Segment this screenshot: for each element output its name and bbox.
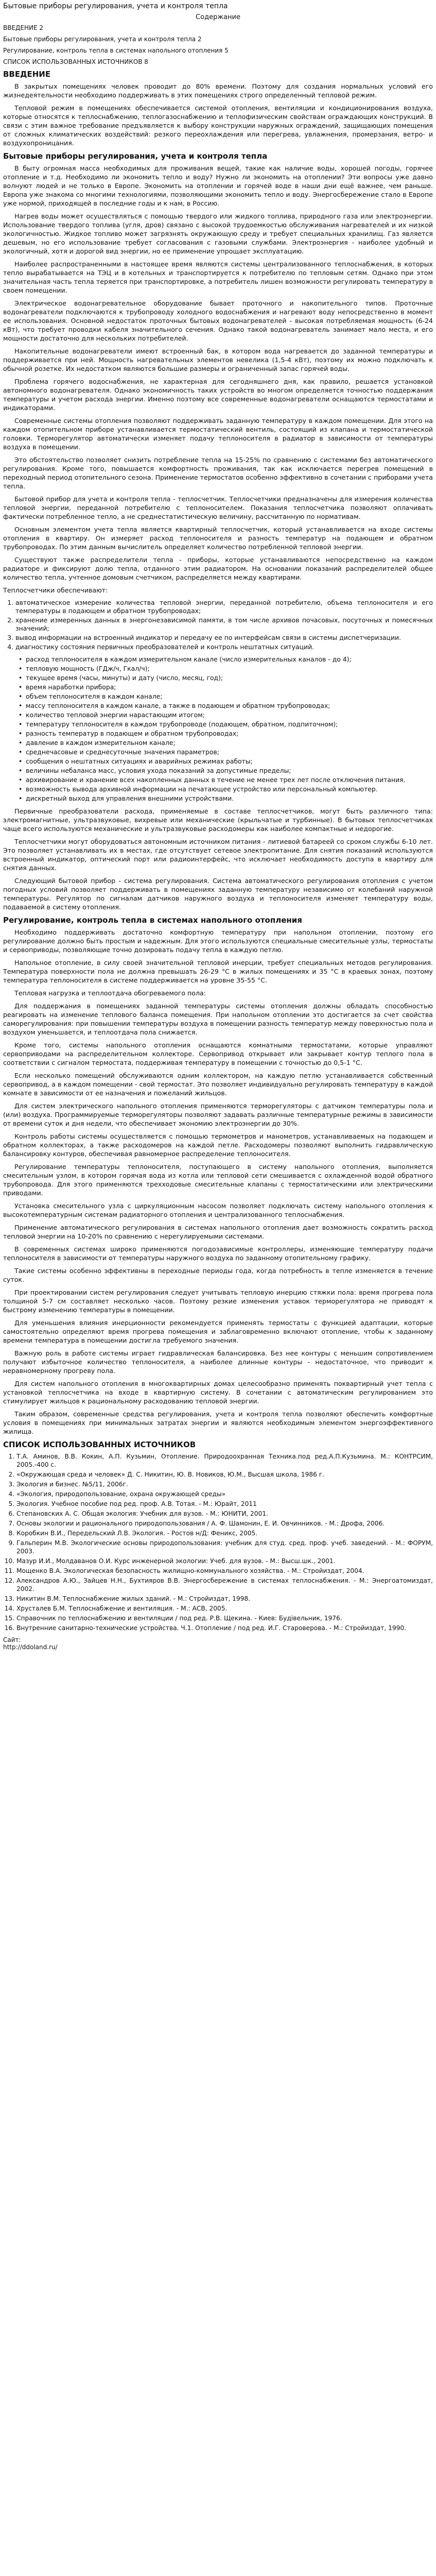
toc-item[interactable]: Бытовые приборы регулирования, учета и контроля тепла 2 <box>3 36 202 43</box>
paragraph: Если несколько помещений обслуживаются одним коллектором, на каждую петлю устанавливается собственный сервопривод, а в каждом помещении - свой термостат. Это позволяет индивидуально регулировать температуру в каждой комнате в зависимости от ее назначения и пожеланий жильцов. <box>3 1072 433 1097</box>
paragraph: Теплосчетчики могут оборудоваться автономным источником питания - литиевой батареей со сроком службы 6-10 лет. Это позволяет устанавливать их в местах, где отсутствует сетевое электропитание. Для снятия показаний используются встроенный индикатор, оптический порт или радиоинтерфейс, что исключает необходимость доступа в квартиру для снятия данных. <box>3 838 433 872</box>
list-item: • архивирование и хранение всех накопленных данных в течение не менее трех лет после отключения питания. <box>26 776 433 784</box>
site-label: Сайт: <box>3 1636 21 1643</box>
toc-item[interactable]: ВВЕДЕНИЕ 2 <box>3 24 44 31</box>
toc-item[interactable]: Регулирование, контроль тепла в системах напольного отопления 5 <box>3 47 229 54</box>
paragraph: Бытовой прибор для учета и контроля тепла - теплосчетчик. Теплосчетчики предназначены для измерения количества тепловой энергии, переданной потребителю с теплоносителем. Показания теплосчетчика позволяют оплачивать фактически потребленное тепло, а не среднестатистическую величину, рассчитанную по нормативам. <box>3 495 433 520</box>
list-item: 1. автоматическое измерение количества тепловой энергии, переданной потребителю, объема теплоносителя и его температуры в подающем и обратном трубопроводах; <box>15 599 433 615</box>
list-item: • величины небаланса масс, условия ухода показаний за допустимые пределы; <box>26 767 433 775</box>
site-link[interactable]: http://ddoland.ru/ <box>3 1643 58 1651</box>
reference-item: 16. Внутренние санитарно-технические устройства. Ч.1. Отопление / под ред. И.Г. Староверова. - М.: Стройиздат, 1990. <box>16 1624 433 1632</box>
list-item: • разность температур в подающем и обратном трубопроводах; <box>26 730 433 738</box>
reference-item: 15. Справочник по теплоснабжению и вентиляции / под ред. Р.В. Щекина. - Киев: Будівельник, 1976. <box>16 1614 433 1622</box>
references-list <box>3 1452 433 1632</box>
reference-item: 4. «Экология, природопользование, охрана окружающей среды» <box>16 1490 433 1498</box>
paragraph: Необходимо поддерживать достаточно комфортную температуру при напольном отоплении, поэтому его регулирование должно быть простым и надежным. Для этого используются специальные смесительные узлы, термостаты и сервоприводы, позволяющие точно дозировать подачу тепла в каждую петлю. <box>3 928 433 954</box>
numbered-list <box>3 599 433 651</box>
paragraph: Таким образом, современные средства регулирования, учета и контроля тепла позволяют обеспечить комфортные условия в помещениях при минимальных затратах энергии и являются необходимым элементом энергоэффективного жилища. <box>3 1410 433 1435</box>
section2-heading: Регулирование, контроль тепла в системах напольного отопления <box>3 916 302 925</box>
reference-item: 7. Основы экологии и рационального природопользования / А. Ф. Шамонин, Е. И. Овчинников. - М.: Дрофа, 2006. <box>16 1519 433 1528</box>
list-item: • расход теплоносителя в каждом измерительном канале (число измерительных каналов - до 4); <box>26 655 433 664</box>
paragraph: Следующий бытовой прибор - система регулирования. Система автоматического регулирования отопления с учетом погодных условий позволяет поддерживать в помещениях заданную температуру независимо от колебаний наружной температуры. Регулятор по сигналам датчиков наружного воздуха и теплоносителя изменяет температуру воды, подаваемой в систему отопления. <box>3 877 433 911</box>
list-item: • температуру теплоносителя в каждом трубопроводе (подающем, обратном, подпиточном); <box>26 720 433 728</box>
reference-item: 12. Александров А.Ю., Зайцев Н.Н., Бухтияров В.В. Энергосбережение в системах теплоснабжения. - М.: Энергоатомиздат, 2002. <box>16 1577 433 1593</box>
paragraph: Напольное отопление, в силу своей значительной тепловой инерции, требует специальных методов регулирования. Температура поверхности пола не должна превышать 26-29 °С в жилых помещениях и 35 °С в краевых зонах, поэтому температура теплоносителя в системе поддерживается на уровне 35-55 °С. <box>3 959 433 984</box>
list-item: • время наработки прибора; <box>26 683 433 691</box>
paragraph: Для уменьшения влияния инерционности рекомендуется применять термостаты с функцией адаптации, которые самостоятельно определяют время прогрева помещения и заблаговременно включают отопление, чтобы к заданному времени температура в помещении достигла требуемого значения. <box>3 1319 433 1344</box>
paragraph: Нагрев воды может осуществляться с помощью твердого или жидкого топлива, природного газа или электроэнергии. Использование твердого топлива (угля, дров) связано с высокой трудоемкостью обслуживания нагревателей и их низкой экологичностью. Жидкое топливо может загрязнять окружающую среду и требует специальных хранилищ. Газ является дешевым, но его использование требует согласования с газовыми службами. Электроэнергия - наиболее удобный и экологичный, хотя и дорогой вид энергии, но ее применение упрощает эксплуатацию. <box>3 212 433 255</box>
paragraph: Важную роль в работе системы играет гидравлическая балансировка. Без нее контуры с меньшим сопротивлением получают избыточное количество теплоносителя, а наиболее длинные контуры - недостаточное, что приводит к неравномерному прогреву пола. <box>3 1349 433 1375</box>
list-item: • сообщения о нештатных ситуациях и аварийных режимах работы; <box>26 757 433 766</box>
intro-heading: ВВЕДЕНИЕ <box>3 70 51 79</box>
section1-heading: Бытовые приборы регулирования, учета и контроля тепла <box>3 151 268 161</box>
paragraph: Для систем напольного отопления в многоквартирных домах целесообразно применять поквартирный учет тепла с установкой теплосчетчика на входе в квартирную систему. В сочетании с автоматическим регулированием это стимулирует жильцов к рациональному расходованию тепловой энергии. <box>3 1380 433 1405</box>
reference-item: 2. «Окружающая среда и человек» Д. С. Никитин, Ю. В. Новиков, Ю.М., Высшая школа, 1986 г. <box>16 1470 433 1479</box>
paragraph: Контроль работы системы осуществляется с помощью термометров и манометров, устанавливаемых на подающем и обратном коллекторах, а также расходомеров на каждой петле. Расходомеры позволяют выполнить гидравлическую балансировку контуров, обеспечивая равномерное распределение теплоносителя. <box>3 1132 433 1158</box>
document-title: Бытовые приборы регулирования, учета и контроля тепла <box>3 2 228 10</box>
list-item: 4. диагностику состояния первичных преобразователей и контроль нештатных ситуаций. <box>15 643 433 651</box>
paragraph: Регулирование температуры теплоносителя, поступающего в систему напольного отопления, выполняется смесительным узлом, в котором горячая вода из котла или тепловой сети смешивается с охлажденной водой обратного трубопровода. Для этого применяются трехходовые смесительные клапаны с термостатическими или электрическими приводами. <box>3 1163 433 1197</box>
paragraph: При проектировании систем регулирования следует учитывать тепловую инерцию стяжки пола: время прогрева пола толщиной 5-7 см составляет несколько часов. Поэтому резкие изменения уставок терморегулятора не приводят к быстрому изменению температуры в помещении. <box>3 1289 433 1314</box>
reference-item: 13. Никитин В.М. Теплоснабжение жилых зданий. - М.: Стройиздат, 1998. <box>16 1595 433 1603</box>
reference-item: 5. Экология. Учебное пособие под ред. проф. А.В. Тотая. - М.: Юрайт, 2011 <box>16 1500 433 1508</box>
paragraph: В закрытых помещениях человек проводит до 80% времени. Поэтому для создания нормальных условий его жизнедеятельности необходимо поддерживать в этих помещениях строго определенный тепловой режим. <box>3 82 433 99</box>
paragraph: Для систем электрического напольного отопления применяются терморегуляторы с датчиком температуры пола и (или) воздуха. Программируемые терморегуляторы позволяют задавать различные температурные режимы в зависимости от времени суток и дня недели, что обеспечивает экономию электроэнергии до 30%. <box>3 1102 433 1127</box>
paragraph: Первичные преобразователи расхода, применяемые в составе теплосчетчиков, могут быть различного типа: электромагнитные, ультразвуковые, вихревые или механические (крыльчатые и турбинные). В бытовых теплосчетчиках чаще всего используются механические и ультразвуковые расходомеры как наиболее компактные и недорогие. <box>3 807 433 833</box>
list-item: • объем теплоносителя в каждом канале; <box>26 692 433 701</box>
list-item: • текущее время (часы, минуты) и дату (число, месяц, год); <box>26 674 433 682</box>
list-item: • дискретный выход для управления внешними устройствами. <box>26 794 433 803</box>
reference-item: 10. Мазур И.И., Молдаванов О.И. Курс инженерной экологии: Учеб. для вузов. - М.: Высш.шк., 2001. <box>16 1557 433 1565</box>
paragraph: Накопительные водонагреватели имеют встроенный бак, в котором вода нагревается до заданной температуры и поддерживается при ней. Мощность нагревательных элементов невелика (1,5-4 кВт), поэтому их можно подключать к обычной розетке. Их недостатком являются большие размеры и ограниченный запас горячей воды. <box>3 347 433 372</box>
reference-item: 11. Мощенко В.А. Экологическая безопасность жилищно-коммунального хозяйства. - М.: Стройиздат, 2004. <box>16 1567 433 1575</box>
references-heading: СПИСОК ИСПОЛЬЗОВАННЫХ ИСТОЧНИКОВ <box>3 1440 196 1449</box>
paragraph: Современные системы отопления позволяют поддерживать заданную температуру в каждом помещении. Для этого на каждом отопительном приборе устанавливается термостатический вентиль, состоящий из клапана и термостатической головки. Терморегулятор автоматически изменяет подачу теплоносителя в радиатор в зависимости от температуры воздуха в помещении. <box>3 417 433 451</box>
paragraph: В современных системах широко применяются погодозависимые контроллеры, изменяющие температуру подачи теплоносителя в зависимости от температуры наружного воздуха по заданному отопительному графику. <box>3 1245 433 1262</box>
list-item: • тепловую мощность (ГДж/ч, Гкал/ч); <box>26 665 433 673</box>
paragraph: Электрическое водонагревательное оборудование бывает проточного и накопительного типов. Проточные водонагреватели подключаются к трубопроводу холодного водоснабжения и нагревают воду непосредственно в момент ее использования. Основной недостаток проточных бытовых водонагревателей - высокая потребляемая мощность (6-24 кВт), что требует проводки кабеля значительного сечения. Однако такой водонагреватель занимает мало места, и его мощности достаточно для нескольких потребителей. <box>3 299 433 342</box>
paragraph: Для поддержания в помещениях заданной температуры системы отопления должны обладать способностью реагировать на изменение теплового баланса помещения. При напольном отоплении это достигается за счет свойства саморегулирования: при повышении температуры воздуха в помещении разность температур между поверхностью пола и воздухом уменьшается, и теплоотдача пола снижается. <box>3 1002 433 1036</box>
paragraph: Это обстоятельство позволяет снизить потребление тепла на 15-25% по сравнению с системами без автоматического регулирования. Кроме того, повышается комфортность проживания, так как исключается перегрев помещений в переходный период отопительного сезона. Применение термостатов особенно эффективно в сочетании с приборами учета тепла. <box>3 456 433 490</box>
paragraph: Наиболее распространенными в настоящее время являются системы централизованного теплоснабжения, в которых тепло вырабатывается на ТЭЦ и в котельных и транспортируется к потребителю по тепловым сетям. Однако при этом значительная часть тепла теряется при транспортировке, а потребитель лишен возможности регулировать температуру в своем помещении. <box>3 260 433 294</box>
reference-item: 6. Степановских А. С. Общая экология: Учебник для вузов. - М.: ЮНИТИ, 2001. <box>16 1510 433 1518</box>
list-item: • массу теплоносителя в каждом канале, а также в подающем и обратном трубопроводах; <box>26 702 433 710</box>
list-item: 3. вывод информации на встроенный индикатор и передачу ее по интерфейсам связи в системы диспетчеризации. <box>15 634 433 642</box>
list-item: 2. хранение измеренных данных в энергонезависимой памяти, в том числе архивов почасовых, посуточных и помесячных значений; <box>15 616 433 633</box>
list-item: • возможность вывода архивной информации на печатающее устройство или персональный компьютер. <box>26 785 433 793</box>
paragraph: Такие системы особенно эффективны в переходные периоды года, когда потребность в тепле изменяется в течение суток. <box>3 1267 433 1283</box>
reference-item: 1. Т.А. Аминов, В.В. Кокин, А.П. Кузьмин, Отопление. Природоохранная Техника.под ред.А.П.Кузьмина. М.: КОНТРСИМ, 2005.-400 с. <box>16 1452 433 1469</box>
paragraph: Существуют также распределители тепла - приборы, которые устанавливаются непосредственно на каждом радиаторе и фиксируют долю тепла, отданного этим радиатором. На основании показаний распределителей общее количество тепла, учтенное домовым счетчиком, распределяется между квартирами. <box>3 556 433 581</box>
paragraph: В быту огромная масса необходимых для проживания вещей, такие как наличие воды, хорошей погоды, горячее отопление и т.д. Необходимо ли экономить тепло и воду? Нужно ли экономить на отоплении? Эти вопросы уже давно волнуют людей и не только в Европе. Экономить на отоплении и горячей воде в наши дни ещё важнее, чем раньше. Европа уже знакома со многими технологиями, позволяющими экономить тепло и воду. Энергосбережение стало в Европе уже нормой, приходящей в последние годы и к нам, в Россию. <box>3 164 433 207</box>
site-block <box>3 1636 433 1651</box>
list-item: • давление в каждом измерительном канале; <box>26 739 433 747</box>
list-intro: Теплосчетчики обеспечивают: <box>3 586 108 594</box>
paragraph: Применение автоматического регулирования в системах напольного отопления дает возможность сократить расход тепловой энергии на 10-20% по сравнению с нерегулируемыми системами. <box>3 1224 433 1240</box>
paragraph: Тепловая нагрузка и теплоотдача обогреваемого пола: <box>14 989 206 997</box>
reference-item: 8. Коробкин В.И., Передельский Л.В. Экология. - Ростов н/Д: Феникс, 2005. <box>16 1529 433 1537</box>
paragraph: Тепловой режим в помещениях обеспечивается системой отопления, вентиляции и кондиционирования воздуха, которые относятся к теплоснабжению, теплогазоснабжению и теплофизическим свойствам ограждающих конструкций. В связи с этим важное требование предъявляется к выбору конструкции наружных ограждений, защищающих помещения от сложных климатических воздействий: резкого переохлаждения или перегрева, увлажнения, промерзания, ветро- и воздухопроницания. <box>3 104 433 147</box>
toc-heading: Содержание <box>196 13 240 21</box>
reference-item: 9. Гальперин М.В. Экологические основы природопользования: учебник для студ. сред. проф. учеб. заведений. - М.: ФОРУМ, 2003. <box>16 1539 433 1555</box>
paragraph: Кроме того, системы напольного отопления оснащаются комнатными термостатами, которые управляют сервоприводами на распределительном коллекторе. Сервопривод открывает или закрывает контур теплого пола в соответствии с сигналом термостата, поддерживая температуру в помещении с точностью до 0,5-1 °С. <box>3 1041 433 1066</box>
paragraph: Установка смесительного узла с циркуляционным насосом позволяет подключать систему напольного отопления к высокотемпературным системам радиаторного отопления и централизованного теплоснабжения. <box>3 1202 433 1218</box>
reference-item: 3. Экология и бизнес. №5/11, 2006г. <box>16 1480 433 1488</box>
toc-item[interactable]: СПИСОК ИСПОЛЬЗОВАННЫХ ИСТОЧНИКОВ 8 <box>3 58 148 65</box>
list-item: • среднечасовые и среднесуточные значения параметров; <box>26 748 433 756</box>
paragraph: Проблема горячего водоснабжения, не характерная для сегодняшнего дня, как правило, решается установкой автономного водонагревателя. Однако экономичность таких устройств во многом определяется точностью поддержания температуры и учетом расхода энергии. Именно поэтому все современные водонагреватели оснащаются термостатами и индикаторами. <box>3 378 433 412</box>
paragraph: Основным элементом учета тепла является квартирный теплосчетчик, который устанавливается на входе системы отопления в квартиру. Он измеряет расход теплоносителя и разность температур на подающем и обратном трубопроводах. По этим данным вычислитель определяет количество потребленной тепловой энергии. <box>3 526 433 551</box>
bullet-list <box>3 655 433 803</box>
list-item: • количество тепловой энергии нарастающим итогом; <box>26 711 433 719</box>
reference-item: 14. Хрусталев Б.М. Теплоснабжение и вентиляция. - М.: АСВ, 2005. <box>16 1604 433 1613</box>
